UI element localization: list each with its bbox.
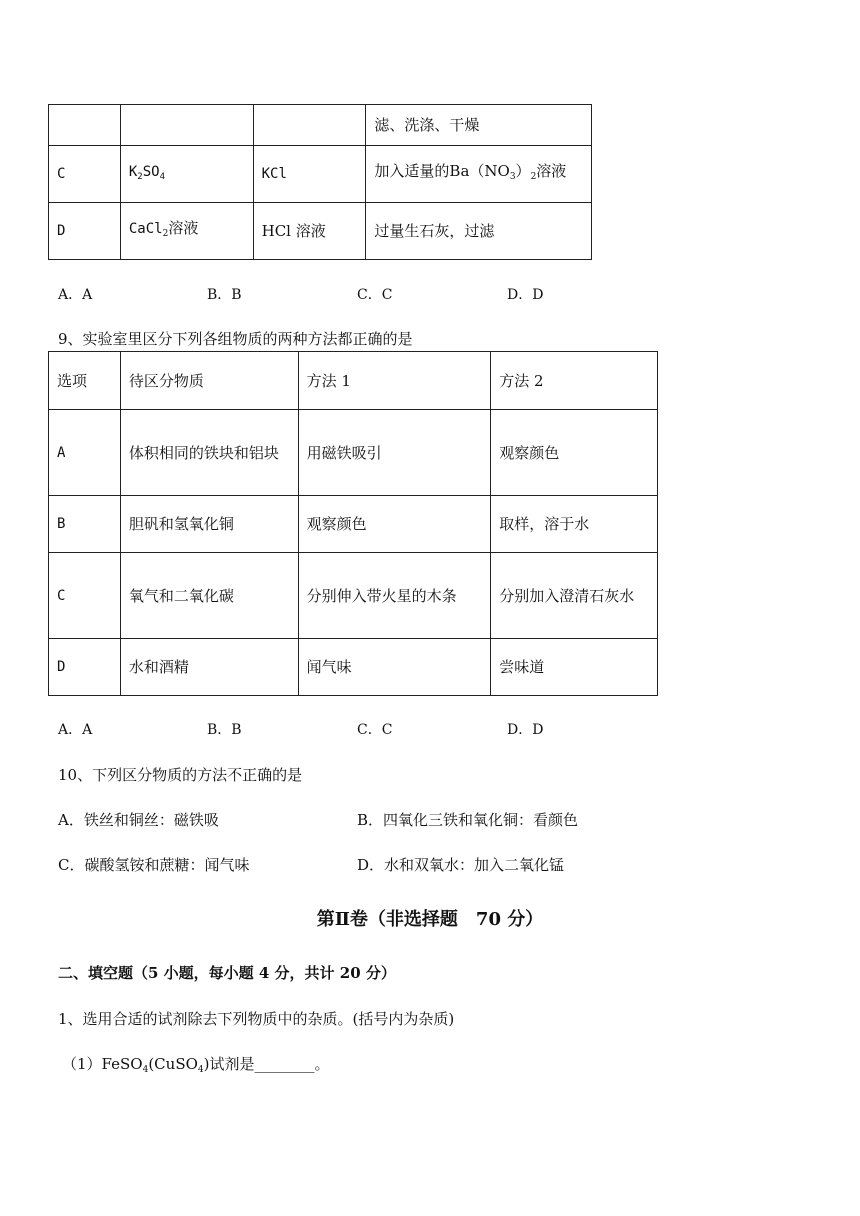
option-d: D．D — [507, 287, 544, 303]
table-cell: 体积相同的铁块和铝块 — [120, 410, 298, 496]
table-cell: KCl — [253, 146, 366, 203]
table-cell: CaCl$_2$溶液 — [120, 203, 253, 260]
section-subheading: 二、填空题（5 小题，每小题 4 分，共计 20 分） — [58, 964, 396, 982]
table-cell — [253, 105, 366, 146]
table-1 — [48, 104, 592, 260]
fill-question-1-line: （1）FeSO$_4$(CuSO$_4$)试剂是________。 — [62, 1055, 330, 1075]
table-cell: B — [49, 496, 121, 553]
table-cell: C — [49, 146, 121, 203]
table-cell: 分别加入澄清石灰水 — [491, 553, 658, 639]
option-c: C．C — [357, 722, 393, 738]
option-b: B．B — [207, 722, 242, 738]
question-9-title: 9、实验室里区分下列各组物质的两种方法都正确的是 — [58, 330, 413, 348]
table-row — [49, 496, 658, 553]
table-cell: 过量生石灰，过滤 — [366, 203, 592, 260]
table-row — [49, 410, 658, 496]
table-cell: 用磁铁吸引 — [298, 410, 491, 496]
table-row — [49, 105, 592, 146]
table-cell: 加入适量的$Ba(NO_3)_2$溶液 — [366, 146, 592, 203]
table-2 — [48, 351, 658, 696]
table-cell: 水和酒精 — [120, 639, 298, 696]
option-d: D．水和双氧水：加入二氧化锰 — [357, 856, 565, 874]
option-c: C．C — [357, 287, 393, 303]
table-header-row — [49, 352, 658, 410]
option-a: A．铁丝和铜丝：磁铁吸 — [58, 811, 219, 829]
table-cell: A — [49, 410, 121, 496]
fill-question-1-title: 1、选用合适的试剂除去下列物质中的杂质。(括号内为杂质) — [58, 1010, 455, 1028]
option-a: A．A — [58, 287, 93, 303]
table-row — [49, 639, 658, 696]
column-header: 待区分物质 — [120, 352, 298, 410]
table-cell: 观察颜色 — [298, 496, 491, 553]
table-cell: 闻气味 — [298, 639, 491, 696]
table-cell: C — [49, 553, 121, 639]
table-row — [49, 203, 592, 260]
question-10-title: 10、下列区分物质的方法不正确的是 — [58, 766, 303, 784]
table-cell: D — [49, 203, 121, 260]
column-header: 方法 1 — [298, 352, 491, 410]
section-heading: 第Ⅱ卷（非选择题 70 分） — [316, 909, 544, 930]
option-d: D．D — [507, 722, 544, 738]
table-cell: 取样，溶于水 — [491, 496, 658, 553]
option-b: B．B — [207, 287, 242, 303]
option-c: C．碳酸氢铵和蔗糖：闻气味 — [58, 856, 250, 874]
table-cell: HCl 溶液 — [253, 203, 366, 260]
table-row — [49, 146, 592, 203]
table-cell: 观察颜色 — [491, 410, 658, 496]
table-cell: 氧气和二氧化碳 — [120, 553, 298, 639]
table-cell: D — [49, 639, 121, 696]
option-a: A．A — [58, 722, 93, 738]
table-cell: 滤、洗涤、干燥 — [366, 105, 592, 146]
option-b: B．四氧化三铁和氧化铜：看颜色 — [357, 811, 579, 829]
table-cell — [120, 105, 253, 146]
table-cell: 尝味道 — [491, 639, 658, 696]
table-cell: $K_2SO_4$ — [120, 146, 253, 203]
column-header: 选项 — [49, 352, 121, 410]
table-cell — [49, 105, 121, 146]
table-row — [49, 553, 658, 639]
column-header: 方法 2 — [491, 352, 658, 410]
table-cell: 分别伸入带火星的木条 — [298, 553, 491, 639]
table-cell: 胆矾和氢氧化铜 — [120, 496, 298, 553]
